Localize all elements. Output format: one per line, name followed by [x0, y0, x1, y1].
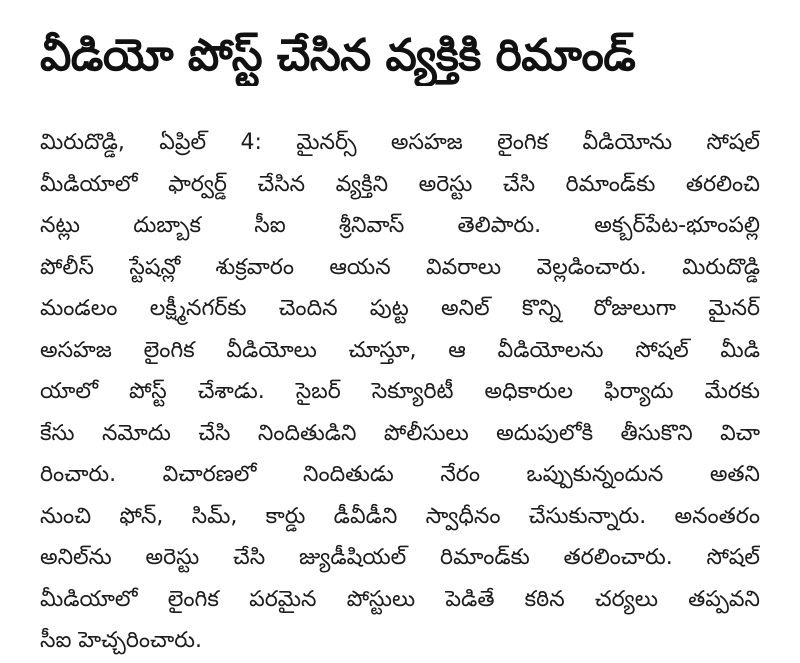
article-line: పోలీస్ స్టేషన్లో శుక్రవారం ఆయన వివరాలు వెల్లడించారు. మిరుదొడ్డి [40, 254, 760, 280]
article-line: యాలో పోస్ట్ చేశాడు. సైబర్ సెక్యూరిటీ అధికారుల ఫిర్యాదు మేరకు [40, 379, 760, 404]
article-line: మండలం లక్ష్మీనగర్‌కు చెందిన పుట్ట అనిల్ కొన్ని రోజులుగా మైనర్ [40, 296, 760, 321]
article-line: అసహజ లైంగిక వీడియోలు చూస్తూ, ఆ వీడియోలను సోషల్ మీడి [40, 337, 760, 363]
article-line: మిరుదొడ్డి, ఏప్రిల్ 4: మైనర్స్ అసహజ లైంగిక వీడియోను సోషల్ [40, 130, 760, 155]
article-line: సీఐ హెచ్చరించారు. [40, 628, 202, 653]
article-line: కేసు నమోదు చేసి నిందితుడిని పోలీసులు అదుపులోకి తీసుకొని విచా [40, 420, 760, 446]
article-line: రించారు. విచారణలో నిందితుడు నేరం ఒప్పుకున్నందున అతని [40, 462, 760, 487]
article-line: అనిల్‌ను అరెస్టు చేసి జ్యుడీషియల్ రిమాండ్‌కు తరలించారు. సోషల్ [40, 545, 760, 570]
article-line: నుంచి ఫోన్, సిమ్, కార్డు డీవీడీని స్వాధీనం చేసుకున్నారు. అనంతరం [40, 503, 760, 529]
article-line: మీడియాలో లైంగిక పరమైన పోస్టులు పెడితే కఠిన చర్యలు తప్పవని [40, 586, 760, 612]
article-body [40, 122, 760, 662]
article-line: నట్లు దుబ్బాక సీఐ శ్రీనివాస్ తెలిపారు. అక్బర్‌పేట-భూంపల్లి [40, 213, 760, 238]
headline: వీడియో పోస్ట్ చేసిన వ్యక్తికి రిమాండ్ [40, 30, 636, 81]
article-line: మీడియాలో ఫార్వర్డ్ చేసిన వ్యక్తిని అరెస్టు చేసి రిమాండ్‌కు తరలించి [40, 171, 760, 197]
